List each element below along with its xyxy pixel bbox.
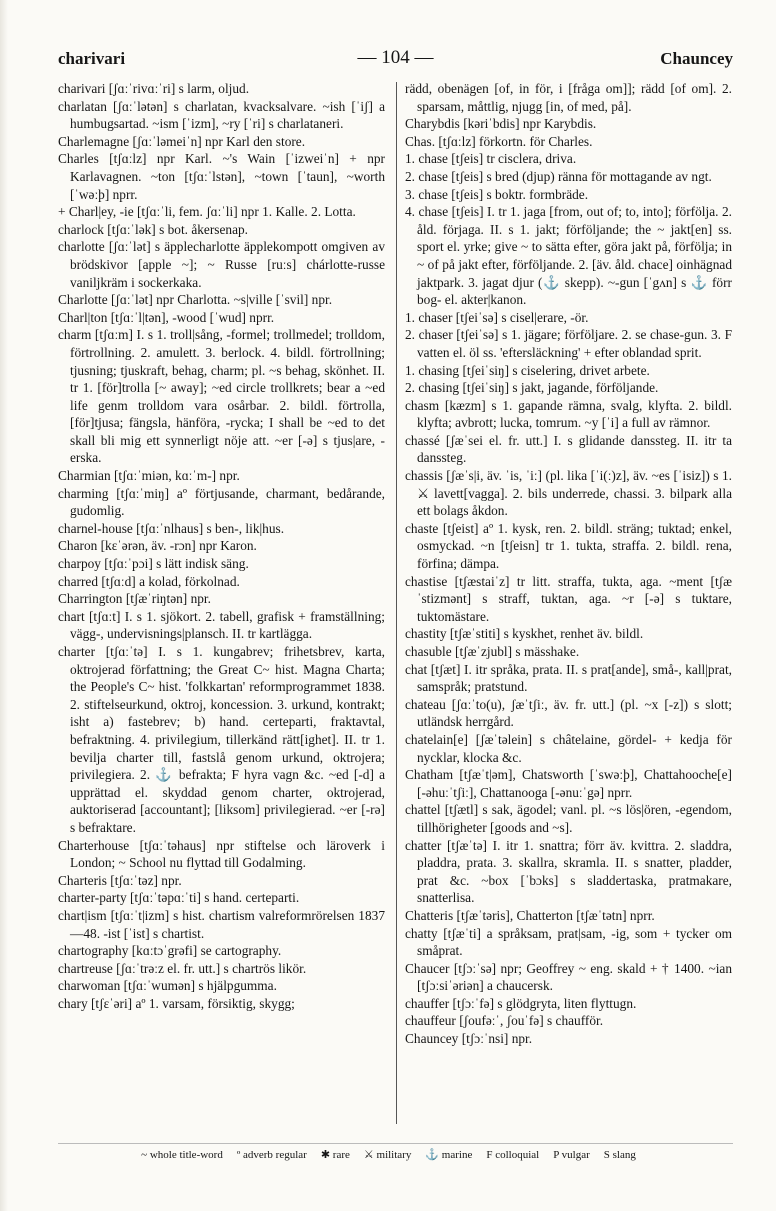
dictionary-entry: Charrington [tʃæˈriŋtən] npr.	[58, 591, 211, 607]
dictionary-entry: chastity [tʃæˈstiti] s kyskhet, renhet äv. bildl.	[405, 626, 644, 642]
dictionary-entry: charivari [ʃɑːˈrivɑːˈri] s larm, oljud.	[58, 81, 250, 96]
dictionary-entry: rädd, obenägen [of, in för, i [fråga om]]; rädd [of om]. 2. sparsam, måttlig, njugg [in, of med, på].	[405, 81, 732, 114]
page-header	[58, 47, 733, 75]
dictionary-entry: Charlemagne [ʃɑːˈləmeiˈn] npr Karl den store.	[58, 133, 306, 149]
dictionary-entry: chatter [tʃæˈtə] I. itr 1. snattra; förr äv. kvittra. 2. sladdra, pladdra, prata. 3. skallra, skramla. II. s snatter, pladder, prat &c. ~box [ˈbɔks] s sladdertaska, pratmakare, snatterlisa.	[405, 837, 732, 906]
dictionary-entry: chartreuse [ʃɑːˈtrəːz el. fr. utt.] s chartrös likör.	[58, 960, 307, 976]
dictionary-entry: 1. chaser [tʃeiˈsə] s cisel|erare, -ör.	[405, 309, 589, 325]
legend-item: F colloquial	[486, 1149, 540, 1161]
dictionary-entry: 2. chasing [tʃeiˈsiŋ] s jakt, jagande, förföljande.	[405, 380, 659, 396]
abbreviation-legend	[58, 1143, 733, 1166]
dictionary-entry: 4. chase [tʃeis] I. tr 1. jaga [from, out of; to, into]; förfölja. 2. åld. förjaga. II. s 1. jakt; förföljande; the ~ jakt[en] ss. sport el. yrke; give ~ to sätta efter, göra jakt på, förfölja; in ~ of på jakt efter, förföljande. 2. [äv. åld. chace] oinhägnad jaktpark. 3. jagat djur (⚓ skepp). ~-gun [ˈgʌn] s ⚓ förr bog- el. akter|kanon.	[405, 204, 732, 308]
legend-item: ⚔ military	[363, 1149, 412, 1161]
dictionary-entry: Chas. [tʃɑːlz] förkortn. för Charles.	[405, 133, 593, 149]
dictionary-entry: chatty [tʃæˈti] a språksam, prat|sam, -ig, som + tycker om småprat.	[405, 925, 732, 959]
dictionary-entry: Charlotte [ʃɑːˈlət] npr Charlotta. ~s|ville [ˈsvil] npr.	[58, 292, 333, 308]
dictionary-entry: chasuble [tʃæˈzjubl] s mässhake.	[405, 644, 580, 659]
dictionary-entry: chart [tʃɑːt] I. s 1. sjökort. 2. tabell, grafisk + framställning; vägg-, undervisnings|plansch. II. tr kartlägga.	[58, 608, 385, 642]
header-first-word: charivari	[58, 49, 126, 68]
dictionary-entry: chatelain[e] [ʃæˈtəlein] s châtelaine, gördel- + kedja för nycklar, klocka &c.	[405, 731, 732, 765]
legend-item: º adverb regular	[236, 1149, 307, 1161]
column-divider	[396, 82, 397, 1124]
dictionary-entry: charlock [tʃɑːˈlək] s bot. åkersenap.	[58, 221, 249, 237]
dictionary-entry: chaste [tʃeist] aº 1. kysk, ren. 2. bildl. sträng; tuktad; enkel, osmyckad. ~n [tʃeisn] tr 1. tukta, straffa. 2. bildl. rena, förfina; dämpa.	[405, 520, 732, 572]
dictionary-entry: 1. chase [tʃeis] tr cisclera, driva.	[405, 151, 577, 167]
dictionary-entry: chassé [ʃæˈsei el. fr. utt.] I. s glidande danssteg. II. itr ta danssteg.	[405, 432, 732, 466]
dictionary-entry: charming [tʃɑːˈmiŋ] aº förtjusande, charmant, bedårande, gudomlig.	[58, 485, 385, 519]
dictionary-entry: Charmian [tʃɑːˈmiən, kɑːˈm-] npr.	[58, 468, 240, 484]
dictionary-entry: chauffer [tʃɔːˈfə] s glödgryta, liten flyttugn.	[405, 995, 637, 1011]
dictionary-entry: Chauncey [tʃɔːˈnsi] npr.	[405, 1031, 533, 1047]
dictionary-entry: Charteris [tʃɑːˈtəz] npr.	[58, 872, 182, 888]
dictionary-entry: chasm [kæzm] s 1. gapande rämna, svalg, klyfta. 2. bildl. klyfta; avbrott; lucka, tomrum. ~y [ˈi] a full av rämnor.	[405, 397, 732, 431]
dictionary-entry: 1. chasing [tʃeiˈsiŋ] s ciselering, drivet arbete.	[405, 362, 650, 378]
dictionary-entry: charter-party [tʃɑːˈtəpɑːˈti] s hand. certeparti.	[58, 890, 300, 906]
legend-item: ⚓ marine	[425, 1149, 473, 1161]
dictionary-entry: Chatteris [tʃæˈtəris], Chatterton [tʃæˈtətn] nprr.	[405, 907, 655, 923]
dictionary-entry: 3. chase [tʃeis] s boktr. formbräde.	[405, 186, 589, 202]
dictionary-entry: charm [tʃɑːm] I. s 1. troll|sång, -formel; trollmedel; trolldom, förtrollning. 2. amulett. 3. berlock. 4. bildl. förtrollning; tjusning; tjuskraft, behag, charm; pl. ~s behag, skönhet. II. tr 1. [för]trolla [~ away]; ~ed circle trollkrets; bear a ~ed life genm trolldom vara osårbar. 2. bildl. förtrolla, [för]tjusa; fängsla, hänföra, -rycka; I shall be ~ed to det skall bli mig ett synnerligt nöje att. ~er [-ə] s tjus|are, -erska.	[58, 327, 385, 466]
legend-item: ~ whole title-word	[141, 1149, 223, 1161]
right-column	[405, 80, 732, 1130]
dictionary-entry: chart|ism [tʃɑːˈt|izm] s hist. chartism valreformrörelsen 1837—48. -ist [ˈist] s chartist.	[58, 907, 385, 941]
dictionary-entry: chat [tʃæt] I. itr språka, prata. II. s prat[ande], små-, kall|prat, samspråk; pratstund.	[405, 661, 732, 695]
dictionary-entry: charpoy [tʃɑːˈpɔi] s lätt indisk säng.	[58, 556, 249, 572]
dictionary-entry: Chatham [tʃæˈt|əm], Chatsworth [ˈswəːþ], Chattahooche[e] [-əhuːˈtʃiː], Chattanooga [-ənuːˈgə] nprr.	[405, 767, 732, 800]
header-last-word: Chauncey	[660, 49, 733, 68]
dictionary-entry: chauffeur [ʃoufəːˈ, ʃouˈfə] s chaufför.	[405, 1013, 604, 1029]
legend-item: P vulgar	[553, 1149, 590, 1161]
dictionary-entry: Charon [kεˈərən, äv. -rɔn] npr Karon.	[58, 538, 257, 554]
dictionary-entry: Chaucer [tʃɔːˈsə] npr; Geoffrey ~ eng. skald + † 1400. ~ian [tʃɔːsiˈəriən] a chaucersk.	[405, 960, 732, 994]
legend-item: ✱ rare	[320, 1149, 350, 1161]
dictionary-entry: charwoman [tʃɑːˈwumən] s hjälpgumma.	[58, 978, 277, 994]
dictionary-entry: 2. chase [tʃeis] s bred (djup) ränna för mottagande av ngt.	[405, 168, 712, 184]
dictionary-entry: Charl|ton [tʃɑːˈl|tən], -wood [ˈwud] nprr.	[58, 309, 275, 325]
dictionary-entry: chastise [tʃæstaiˈz] tr litt. straffa, tukta, aga. ~ment [tʃæˈstizmənt] s straff, tuktan, aga. ~r [-ə] s tuktare, tuktomästare.	[405, 573, 732, 624]
dictionary-entry: chartography [kɑːtɔˈgrəfi] se cartography.	[58, 943, 282, 959]
dictionary-entry: charlotte [ʃɑːˈlət] s äpplecharlotte äpplekompott omgiven av brödskivor [apple ~]; ~ Russe [ruːs] chárlotte-russe vaniljkräm i sockerkaka.	[58, 239, 385, 290]
page-number: — 104 —	[357, 47, 434, 68]
dictionary-entry: chattel [tʃætl] s sak, ägodel; vanl. pl. ~s lös|ören, -egendom, tillhörigheter [goods and ~s].	[405, 802, 732, 835]
dictionary-entry: Charterhouse [tʃɑːˈtəhaus] npr stiftelse och läroverk i London; ~ School nu flyttad till Godalming.	[58, 837, 385, 871]
left-column	[58, 80, 385, 1130]
dictionary-entry: charred [tʃɑːd] a kolad, förkolnad.	[58, 573, 240, 589]
dictionary-entry: + Charl|ey, -ie [tʃɑːˈli, fem. ʃɑːˈli] npr 1. Kalle. 2. Lotta.	[58, 204, 356, 220]
dictionary-entry: chary [tʃεˈəri] aº 1. varsam, försiktig, skygg;	[58, 995, 295, 1011]
dictionary-entry: Charles [tʃɑːlz] npr Karl. ~'s Wain [ˈizweiˈn] + npr Karlavagnen. ~ton [tʃɑːˈlstən], ~town [ˈtaun], ~worth [ˈwəːþ] nprr.	[58, 151, 385, 202]
dictionary-entry: chateau [ʃɑːˈto(u), ʃæˈtʃiː, äv. fr. utt.] (pl. ~x [-z]) s slott; utländsk herrgård.	[405, 696, 732, 730]
legend-item: S slang	[603, 1149, 636, 1161]
dictionary-entry: Charybdis [kəriˈbdis] npr Karybdis.	[405, 116, 597, 132]
dictionary-entry: charter [tʃɑːˈtə] I. s 1. kungabrev; frihetsbrev, karta, oktrojerad författning; the Great C~ hist. Magna Charta; the People's C~ hist. 'folkkartan' reformprogrammet 1838. 2. stiftelseurkund, oktroj, koncession. 3. urkund, kontrakt; isht a) fastebrev; b) hand. certeparti, fraktavtal, befraktning. 4. privilegium, tillerkänd rätt[ighet]. II. tr 1. bevilja charter till, fastslå genom urkund, oktrojera; privilegiera. 2. ⚓ befrakta; F hyra vagn &c. ~ed [-d] a upprättad el. skyddad genom charter, oktrojerad, auktoriserad [accountant]; [liksom] privilegierad. ~er [-rə] s befraktare.	[58, 644, 385, 835]
dictionary-entry: charnel-house [tʃɑːˈnlhaus] s ben-, lik|hus.	[58, 520, 285, 536]
dictionary-entry: 2. chaser [tʃeiˈsə] s 1. jägare; förföljare. 2. se chase-gun. 3. F vatten el. öl ss. 'eftersläckning' + efter oblandad sprit.	[405, 327, 732, 360]
page-edge-shadow	[0, 0, 8, 1211]
dictionary-entry: charlatan [ʃɑːˈlətən] s charlatan, kvacksalvare. ~ish [ˈiʃ] a humbugsartad. ~ism [ˈizm], ~ry [ˈri] s charlataneri.	[58, 98, 385, 132]
dictionary-entry: chassis [ʃæˈs|i, äv. ˈis, ˈiː] (pl. lika [ˈi(ː)z], äv. ~es [ˈisiz]) s 1. ⚔ lavett[vagga]. 2. bils underrede, chassi. 3. bilpark alla ett bolags åkdon.	[405, 468, 732, 519]
